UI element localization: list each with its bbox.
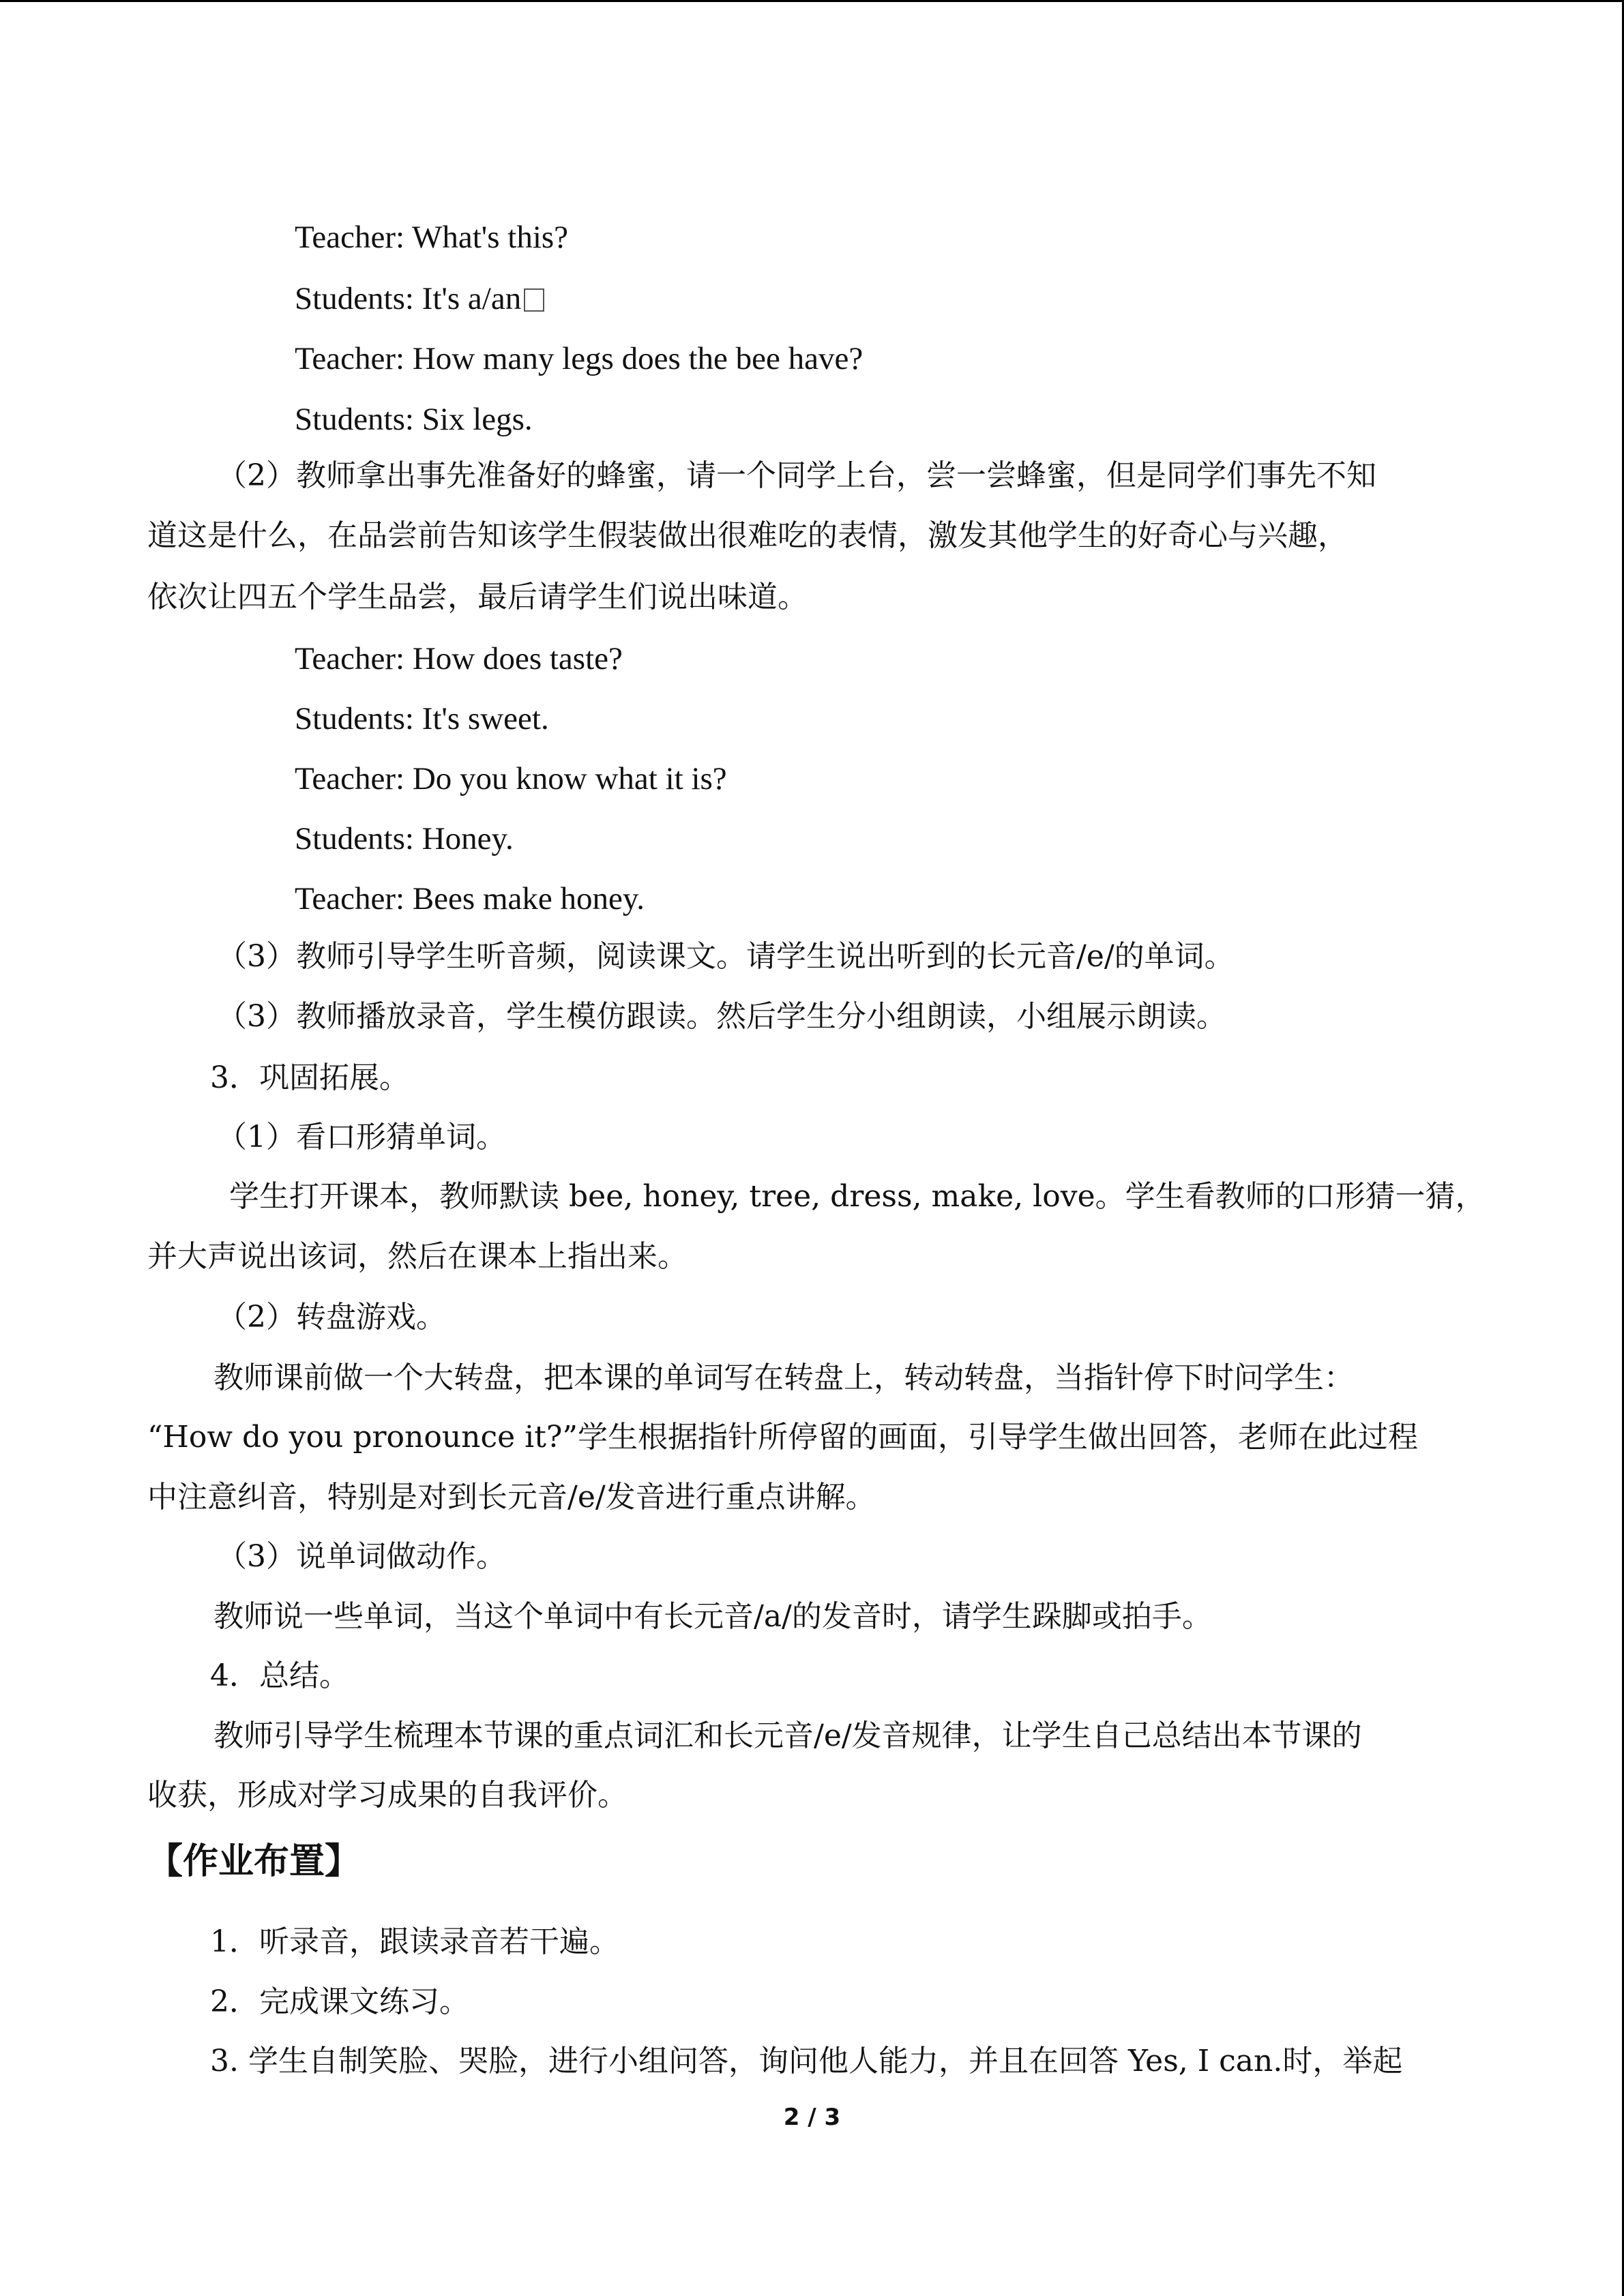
honey-paragraph-line-3: 依次让四五个学生品尝，最后请学生们说出味道。: [147, 580, 808, 614]
homework-item-1: 1．听录音，跟读录音若干遍。: [210, 1924, 619, 1959]
page-number: 2 / 3: [783, 2104, 841, 2131]
dialogue1-line-2-text: Students: It's a/an: [295, 281, 522, 316]
honey-paragraph-line-2: 道这是什么，在品尝前告知该学生假装做出很难吃的表情，激发其他学生的好奇心与兴趣，: [147, 518, 1348, 553]
dialogue1-line-4: Students: Six legs.: [295, 402, 533, 437]
blank-box-icon: [524, 288, 544, 312]
step-3b: （3）教师播放录音，学生模仿跟读。然后学生分小组朗读，小组展示朗读。: [217, 999, 1226, 1034]
activity-2-body-line-3: 中注意纠音，特别是对到长元音/e/发音进行重点讲解。: [147, 1480, 876, 1515]
section-3-title: 3．巩固拓展。: [210, 1060, 409, 1095]
dialogue2-line-3: Teacher: Do you know what it is?: [295, 761, 727, 796]
homework-heading: 【作业布置】: [147, 1841, 361, 1882]
activity-1-body-line-2: 并大声说出该词，然后在课本上指出来。: [147, 1239, 688, 1274]
activity-2-body-line-2: “How do you pronounce it?”学生根据指针所停留的画面，引导学生做出回答，老师在此过程: [147, 1420, 1419, 1455]
dialogue2-line-4: Students: Honey.: [295, 821, 514, 856]
section-4-title: 4．总结。: [210, 1658, 349, 1693]
homework-item-2: 2．完成课文练习。: [210, 1984, 469, 2019]
activity-3-body: 教师说一些单词，当这个单词中有长元音/a/的发音时，请学生跺脚或拍手。: [213, 1599, 1212, 1634]
dialogue1-line-1: Teacher: What's this?: [295, 220, 569, 255]
activity-2-title: （2）转盘游戏。: [217, 1300, 446, 1335]
dialogue2-line-2: Students: It's sweet.: [295, 701, 549, 736]
activity-3-title: （3）说单词做动作。: [217, 1539, 506, 1574]
summary-line-2: 收获，形成对学习成果的自我评价。: [147, 1778, 628, 1813]
homework-item-3: 3. 学生自制笑脸、哭脸，进行小组问答，询问他人能力，并且在回答 Yes, I can.时，举起: [210, 2044, 1403, 2078]
activity-1-title: （1）看口形猜单词。: [217, 1120, 506, 1154]
dialogue1-line-3: Teacher: How many legs does the bee have?: [295, 341, 863, 376]
step-3a: （3）教师引导学生听音频，阅读课文。请学生说出听到的长元音/e/的单词。: [217, 939, 1235, 974]
page-border-top: [0, 0, 1624, 2]
dialogue2-line-5: Teacher: Bees make honey.: [295, 881, 645, 916]
summary-line-1: 教师引导学生梳理本节课的重点词汇和长元音/e/发音规律，让学生自己总结出本节课的: [213, 1718, 1362, 1753]
activity-2-body-line-1: 教师课前做一个大转盘，把本课的单词写在转盘上，转动转盘，当指针停下时问学生：: [213, 1360, 1354, 1395]
honey-paragraph-line-1: （2）教师拿出事先准备好的蜂蜜，请一个同学上台，尝一尝蜂蜜，但是同学们事先不知: [217, 458, 1376, 493]
dialogue2-line-1: Teacher: How does taste?: [295, 641, 623, 676]
dialogue1-line-2: [295, 280, 544, 318]
activity-1-body-line-1: 学生打开课本，教师默读 bee, honey, tree, dress, make, love。学生看教师的口形猜一猜，: [229, 1179, 1486, 1214]
